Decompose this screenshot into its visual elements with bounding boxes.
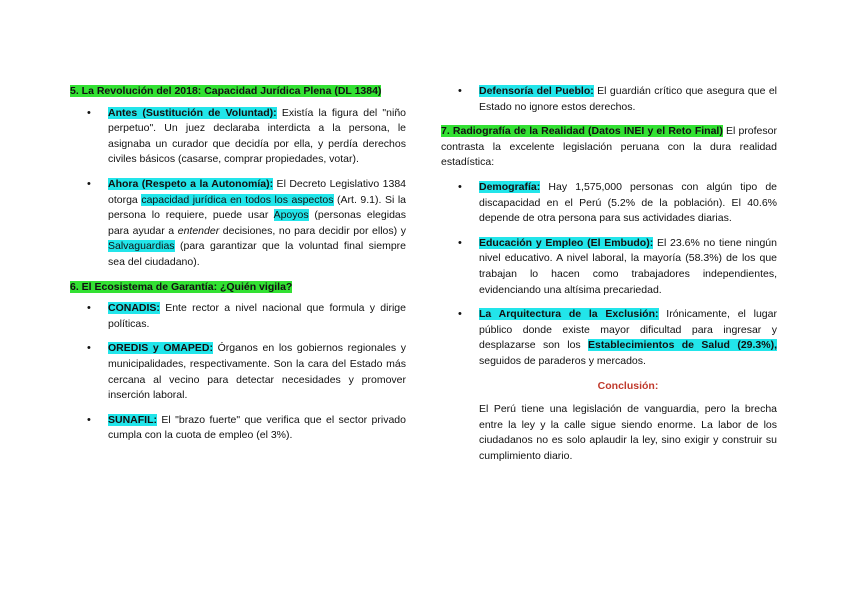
list-item-demografia: • Demografía: Hay 1,575,000 personas con algún tipo de discapacidad en el Perú (5.2% de la población). El 40.6% depende de otra persona para sus actividades diarias. (441, 180, 777, 227)
conclusion-title: Conclusión: (597, 379, 659, 392)
list-item-sunafil: • SUNAFIL: El "brazo fuerte" que verifica que el sector privado cumpla con la cuota de empleo (el 3%). (70, 413, 406, 444)
section-7-intro: 7. Radiografía de la Realidad (Datos INEI y el Reto Final) El profesor contrasta la excelente legislación peruana con la dura realidad estadística: (441, 125, 777, 169)
list-item-educacion: • Educación y Empleo (El Embudo): El 23.6% no tiene ningún nivel educativo. A nivel laboral, la mayoría (58.3%) de los que trabajan lo hacen como trabajadores independientes, evidenciando una altísima precariedad. (441, 236, 777, 298)
list-item-oredis: • OREDIS y OMAPED: Órganos en los gobiernos regionales y municipalidades, respectivamente. Son la cara del Estado más cercana al vecino para detectar necesidades y promover inserción laboral. (70, 341, 406, 403)
highlight-salvaguardias: Salvaguardias (108, 240, 175, 253)
highlight-capacidad: capacidad jurídica en todos los aspectos (141, 193, 334, 206)
list-item-arquitectura: • La Arquitectura de la Exclusión: Irónicamente, el lugar público donde existe mayor dificultad para ingresar y desplazarse son los Establecimientos de Salud (29.3%), seguidos de paraderos y mercados. (441, 307, 777, 369)
term-ahora: Ahora (Respeto a la Autonomía): (108, 177, 274, 190)
term-demografia: Demografía: (479, 180, 541, 193)
term-antes: Antes (Sustitución de Voluntad): (108, 106, 277, 119)
list-item-defensoria: • Defensoría del Pueblo: El guardián crítico que asegura que el Estado no ignore estos derechos. (441, 84, 777, 115)
right-column (441, 84, 777, 464)
left-column (70, 84, 406, 453)
term-oredis: OREDIS y OMAPED: (108, 342, 213, 355)
section-5-title: 5. La Revolución del 2018: Capacidad Jurídica Plena (DL 1384) (70, 85, 382, 97)
list-item-antes: • Antes (Sustitución de Voluntad): Existía la figura del "niño perpetuo". Un juez declaraba interdicta a la persona, le asignaba un curador que decidía por ella, y perdía derechos civiles básicos (casarse, comprar propiedades, votar). (70, 106, 406, 168)
section-7-title: 7. Radiografía de la Realidad (Datos INEI y el Reto Final) (441, 125, 723, 138)
highlight-apoyos: Apoyos (273, 209, 309, 222)
section-6-list-continued (441, 84, 777, 115)
list-item-ahora: • Ahora (Respeto a la Autonomía): El Decreto Legislativo 1384 otorga capacidad jurídica en todos los aspectos (Art. 9.1). Si la persona lo requiere, puede usar Apoyos (personas elegidas para ayudar a entender decisiones, no para decidir por ellos) y Salvaguardias (para garantizar que la voluntad final siempre sea del ciudadano). (70, 177, 406, 271)
section-6-list (70, 301, 406, 444)
conclusion-text: El Perú tiene una legislación de vanguardia, pero la brecha entre la ley y la calle sigue siendo enorme. La labor de los ciudadanos no es solo aplaudir la ley, sino exigir y construir su cumplimiento diario. (479, 403, 777, 462)
section-7-list (441, 180, 777, 370)
term-arquitectura: La Arquitectura de la Exclusión: (479, 308, 659, 321)
section-6-title: 6. El Ecosistema de Garantía: ¿Quién vigila? (70, 280, 293, 293)
term-defensoria: Defensoría del Pueblo: (479, 85, 594, 97)
section-5-list (70, 106, 406, 271)
highlight-establecimientos: Establecimientos de Salud (29.3%), (588, 339, 777, 352)
term-conadis: CONADIS: (108, 302, 160, 315)
list-item-conadis: • CONADIS: Ente rector a nivel nacional que formula y dirige políticas. (70, 301, 406, 332)
term-sunafil: SUNAFIL: (108, 413, 157, 426)
term-educacion: Educación y Empleo (El Embudo): (479, 236, 654, 249)
